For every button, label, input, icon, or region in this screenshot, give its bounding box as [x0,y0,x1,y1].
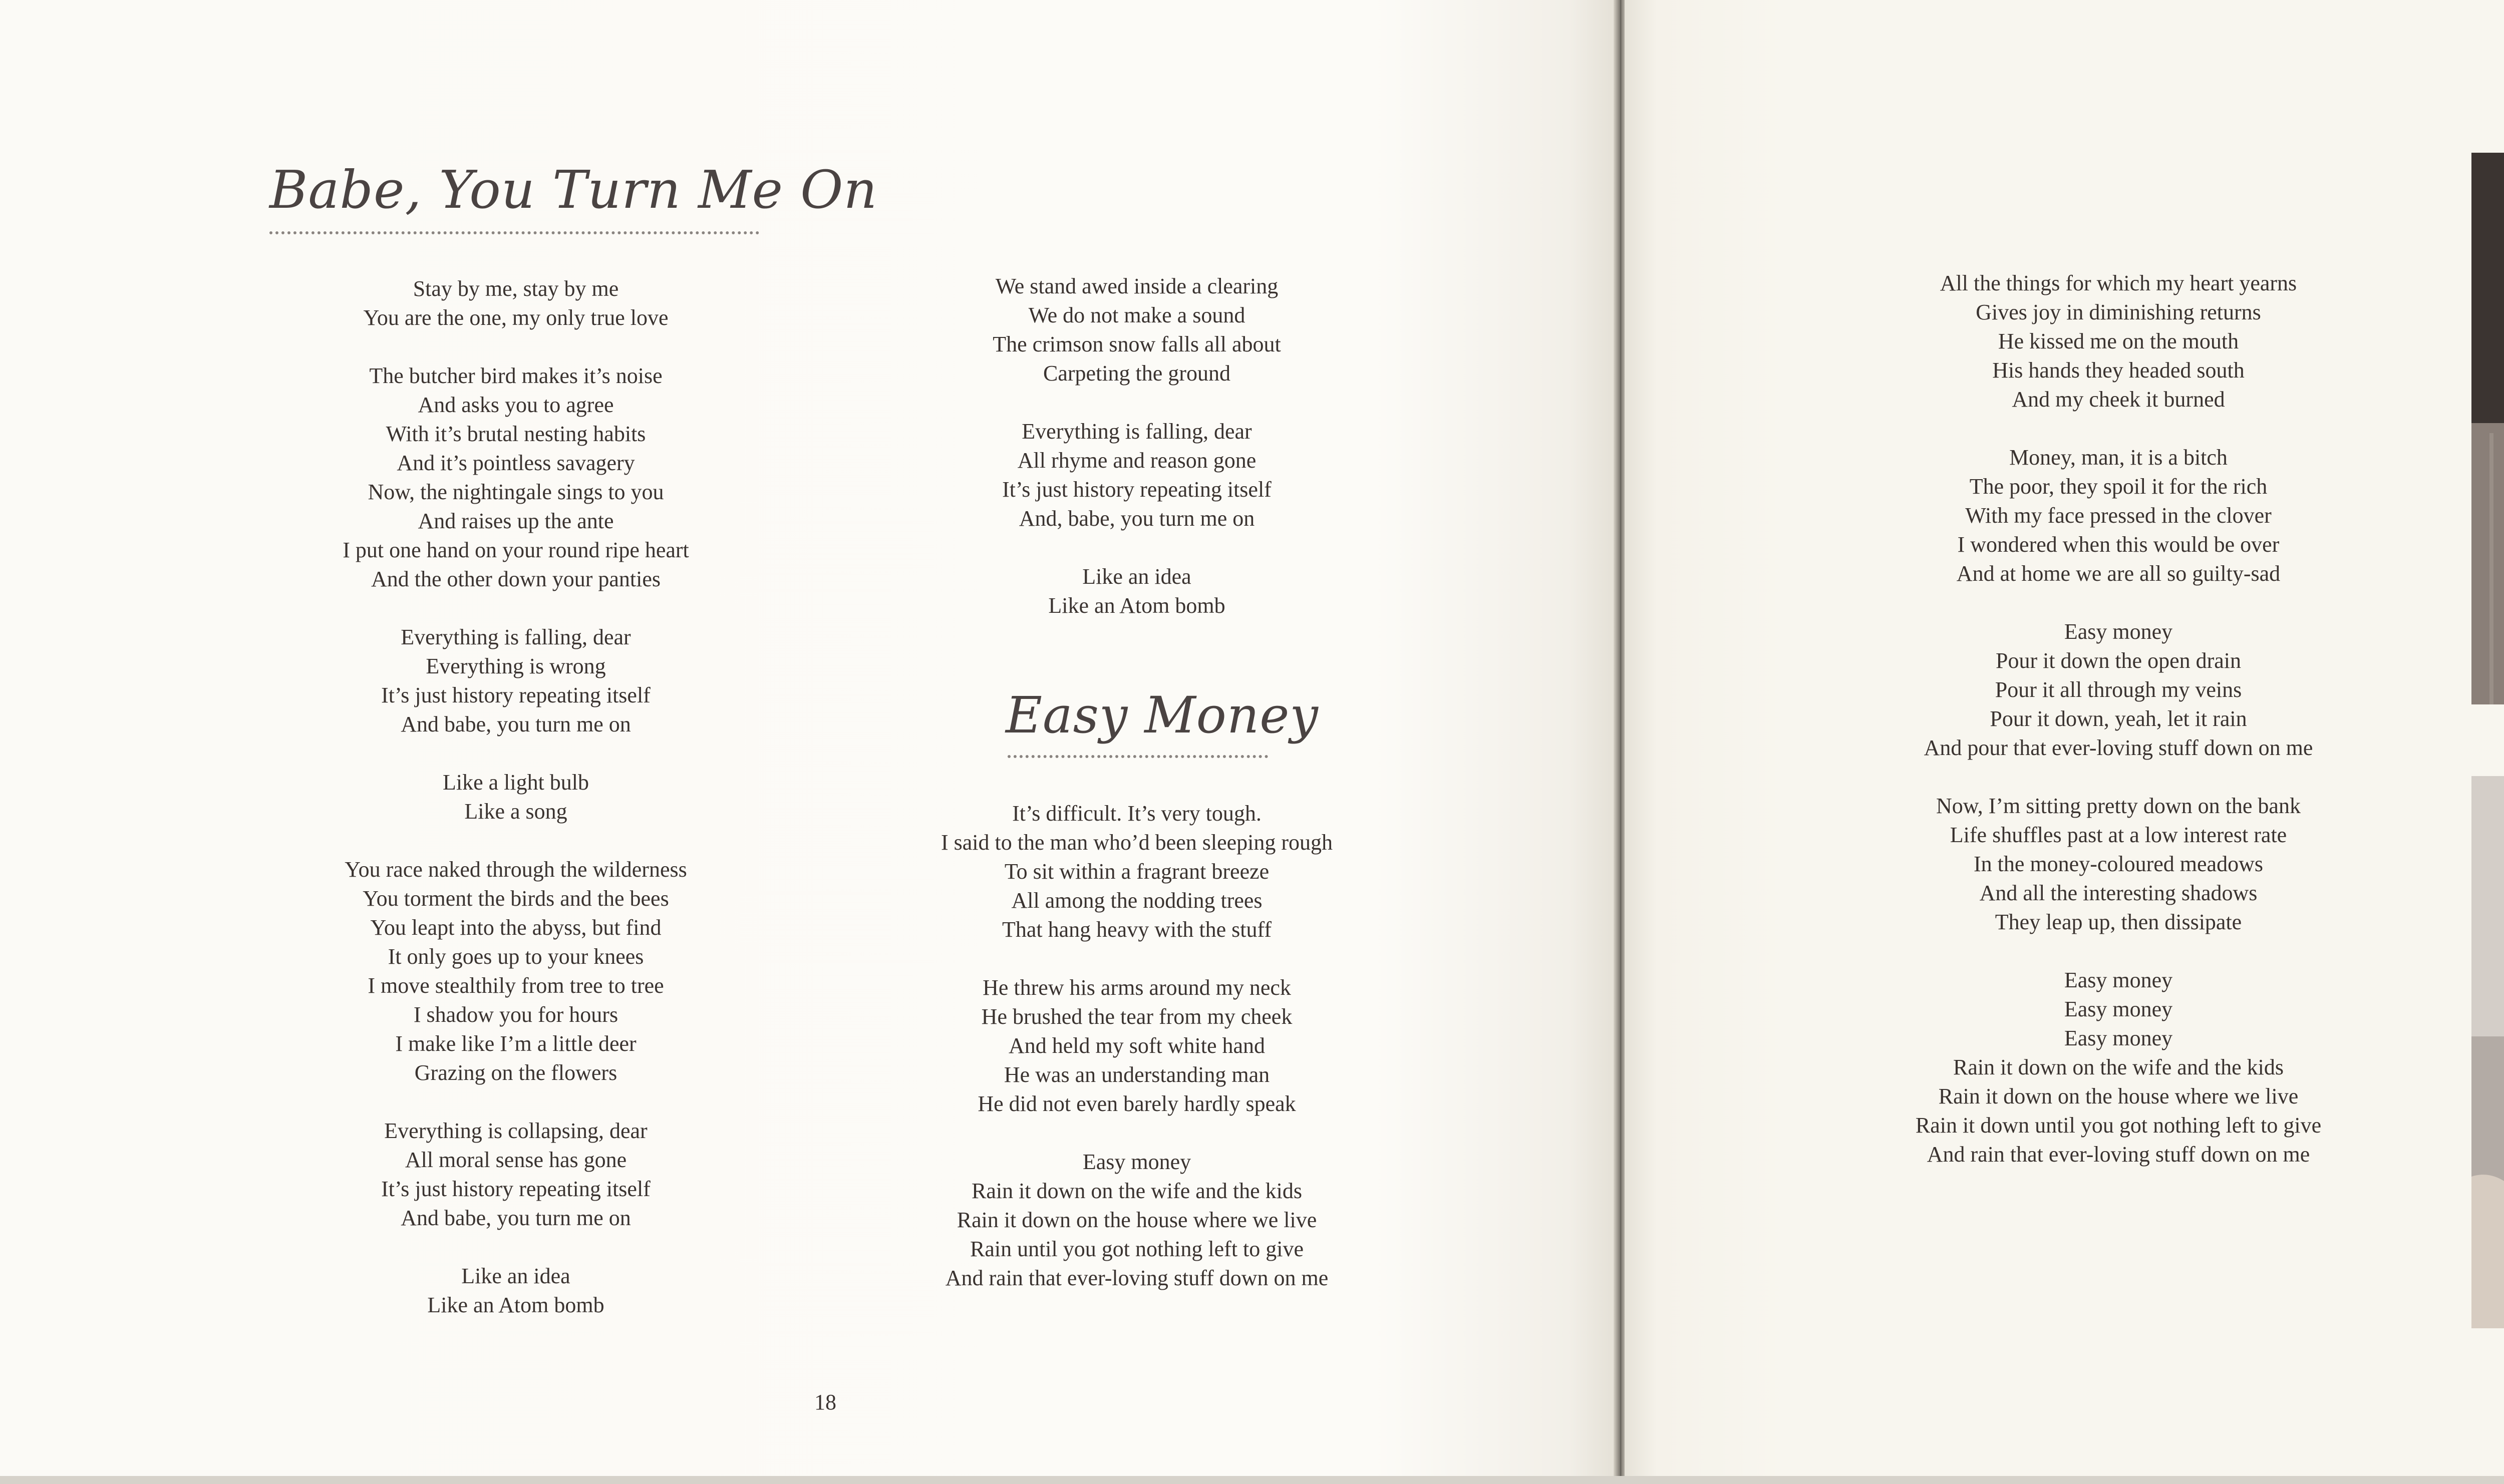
lyric-line: All the things for which my heart yearns [1940,271,2297,295]
lyric-line: He was an understanding man [1004,1062,1270,1087]
lyric-line: He brushed the tear from my cheek [981,1004,1293,1029]
lyric-line: I move stealthily from tree to tree [368,973,664,998]
lyric-line: He did not even barely hardly speak [978,1091,1296,1116]
lyric-line: In the money-coloured meadows [1974,852,2263,876]
lyrics-stanza [265,623,766,739]
lyric-line: Grazing on the flowers [414,1060,617,1085]
lyric-line: Now, I’m sitting pretty down on the bank [1936,794,2301,818]
lyrics-stanza [886,417,1387,533]
lyric-line: Like an idea [1082,564,1191,589]
lyric-line: Like an idea [461,1264,570,1288]
lyric-line: He threw his arms around my neck [983,975,1291,1000]
title-dotted-rule [269,231,759,234]
lyric-line: And pour that ever-loving stuff down on me [1924,735,2313,760]
lyric-line: His hands they headed south [1992,358,2245,383]
lyric-line: And, babe, you turn me on [1019,506,1255,531]
lyrics-stanza [886,272,1387,388]
lyric-line: The poor, they spoil it for the rich [1969,474,2268,499]
lyric-line: We stand awed inside a clearing [995,274,1279,298]
lyric-line: Carpeting the ground [1043,361,1230,386]
title-dotted-rule [1008,755,1268,758]
lyrics-stanza [265,1262,766,1320]
lyric-line: Like an Atom bomb [1048,593,1225,618]
lyrics-stanza [265,274,766,332]
lyric-line: You leapt into the abyss, but find [370,915,662,940]
lyrics-column-1 [265,274,766,1349]
photo-studio-drummer-image [2471,153,2504,704]
lyric-line: It’s difficult. It’s very tough. [1012,801,1262,826]
lyric-line: And at home we are all so guilty-sad [1956,561,2281,586]
lyrics-column-3 [1868,269,2369,1198]
lyric-line: Rain it down on the house where we live [957,1208,1317,1232]
lyric-line: All rhyme and reason gone [1017,448,1257,473]
photo-portrait [2471,776,2504,1328]
lyric-line: Easy money [2064,619,2173,644]
lyrics-stanza [886,562,1387,620]
lyrics-stanza [1868,966,2369,1169]
lyric-line: Pour it all through my veins [1995,677,2242,702]
lyric-line: Everything is falling, dear [1022,419,1252,444]
lyrics-stanza [265,361,766,594]
lyric-line: Money, man, it is a bitch [2009,445,2228,470]
lyric-line: Now, the nightingale sings to you [368,480,664,504]
song-title-babe-you-turn-me-on: Babe, You Turn Me On [269,159,878,220]
lyric-line: Rain until you got nothing left to give [970,1237,1304,1261]
lyric-line: And raises up the ante [418,509,614,533]
lyric-line: It’s just history repeating itself [381,683,651,707]
lyric-line: And babe, you turn me on [401,712,631,736]
lyric-line: It’s just history repeating itself [381,1177,651,1201]
lyric-line: With it’s brutal nesting habits [386,422,646,446]
lyric-line: Like a song [464,799,567,824]
page-bottom-edge [0,1476,2504,1484]
lyrics-stanza [265,1117,766,1233]
lyric-line: With my face pressed in the clover [1965,503,2272,528]
lyrics-column-2 [886,272,1387,649]
lyric-line: And it’s pointless savagery [397,451,635,475]
lyric-line: Rain it down until you got nothing left to give [1915,1113,2322,1138]
lyrics-stanza [886,799,1387,944]
lyric-line: Like a light bulb [442,770,589,795]
lyric-line: Like an Atom bomb [427,1293,604,1317]
lyric-line: And rain that ever-loving stuff down on me [945,1266,1329,1290]
lyrics-column-easy-money [886,799,1387,1322]
lyric-line: All moral sense has gone [405,1148,627,1172]
lyrics-stanza [886,973,1387,1119]
lyric-line: Everything is falling, dear [401,625,631,649]
lyric-line: To sit within a fragrant breeze [1004,859,1270,884]
lyric-line: You race naked through the wilderness [345,857,687,882]
lyric-line: And asks you to agree [418,393,614,417]
lyric-line: Stay by me, stay by me [413,276,619,301]
lyric-line: That hang heavy with the stuff [1002,917,1272,942]
lyric-line: Pour it down the open drain [1995,648,2242,673]
lyrics-stanza [1868,443,2369,588]
lyric-line: I put one hand on your round ripe heart [343,538,689,562]
page-number: 18 [814,1390,836,1414]
lyrics-stanza [1868,792,2369,937]
photo-portrait-image [2471,776,2504,1328]
lyric-line: Rain it down on the wife and the kids [1953,1055,2284,1079]
song-title-easy-money: Easy Money [1006,686,1319,745]
lyrics-stanza [265,768,766,826]
photo-studio-drummer [2471,153,2504,704]
lyric-line: It only goes up to your knees [388,944,644,969]
lyric-line: Life shuffles past at a low interest rate [1950,823,2287,847]
lyric-line: And rain that ever-loving stuff down on me [1927,1142,2310,1167]
lyric-line: Easy money [1082,1150,1191,1174]
lyric-line: I make like I’m a little deer [395,1031,637,1056]
lyrics-stanza [886,1148,1387,1293]
lyric-line: And held my soft white hand [1008,1033,1266,1058]
lyric-line: The crimson snow falls all about [993,332,1281,356]
lyric-line: I wondered when this would be over [1957,532,2280,557]
lyric-line: You torment the birds and the bees [363,886,669,911]
lyric-line: It’s just history repeating itself [1002,477,1272,502]
lyrics-stanza [265,855,766,1087]
lyric-line: And all the interesting shadows [1979,881,2258,905]
lyric-line: The butcher bird makes it’s noise [369,363,663,388]
lyric-line: I said to the man who’d been sleeping rough [941,830,1333,855]
lyrics-stanza [1868,617,2369,763]
lyric-line: They leap up, then dissipate [1995,910,2242,934]
lyric-line: All among the nodding trees [1011,888,1263,913]
lyric-line: Everything is collapsing, dear [384,1119,648,1143]
lyric-line: Rain it down on the wife and the kids [972,1179,1302,1203]
lyric-line: He kissed me on the mouth [1998,329,2239,353]
lyric-line: Pour it down, yeah, let it rain [1990,706,2247,731]
lyric-line: Easy money [2064,968,2173,992]
lyric-line: We do not make a sound [1028,303,1245,327]
lyric-line: You are the one, my only true love [363,305,669,330]
lyric-line: Everything is wrong [426,654,606,678]
lyric-line: Rain it down on the house where we live [1938,1084,2299,1108]
lyric-line: Easy money [2064,997,2173,1021]
lyric-line: And the other down your panties [371,567,661,591]
lyric-line: I shadow you for hours [413,1002,618,1027]
lyric-line: And babe, you turn me on [401,1206,631,1230]
lyric-line: Gives joy in diminishing returns [1976,300,2261,324]
lyrics-stanza [1868,269,2369,414]
lyric-line: Easy money [2064,1026,2173,1050]
lyric-line: And my cheek it burned [2012,387,2225,412]
